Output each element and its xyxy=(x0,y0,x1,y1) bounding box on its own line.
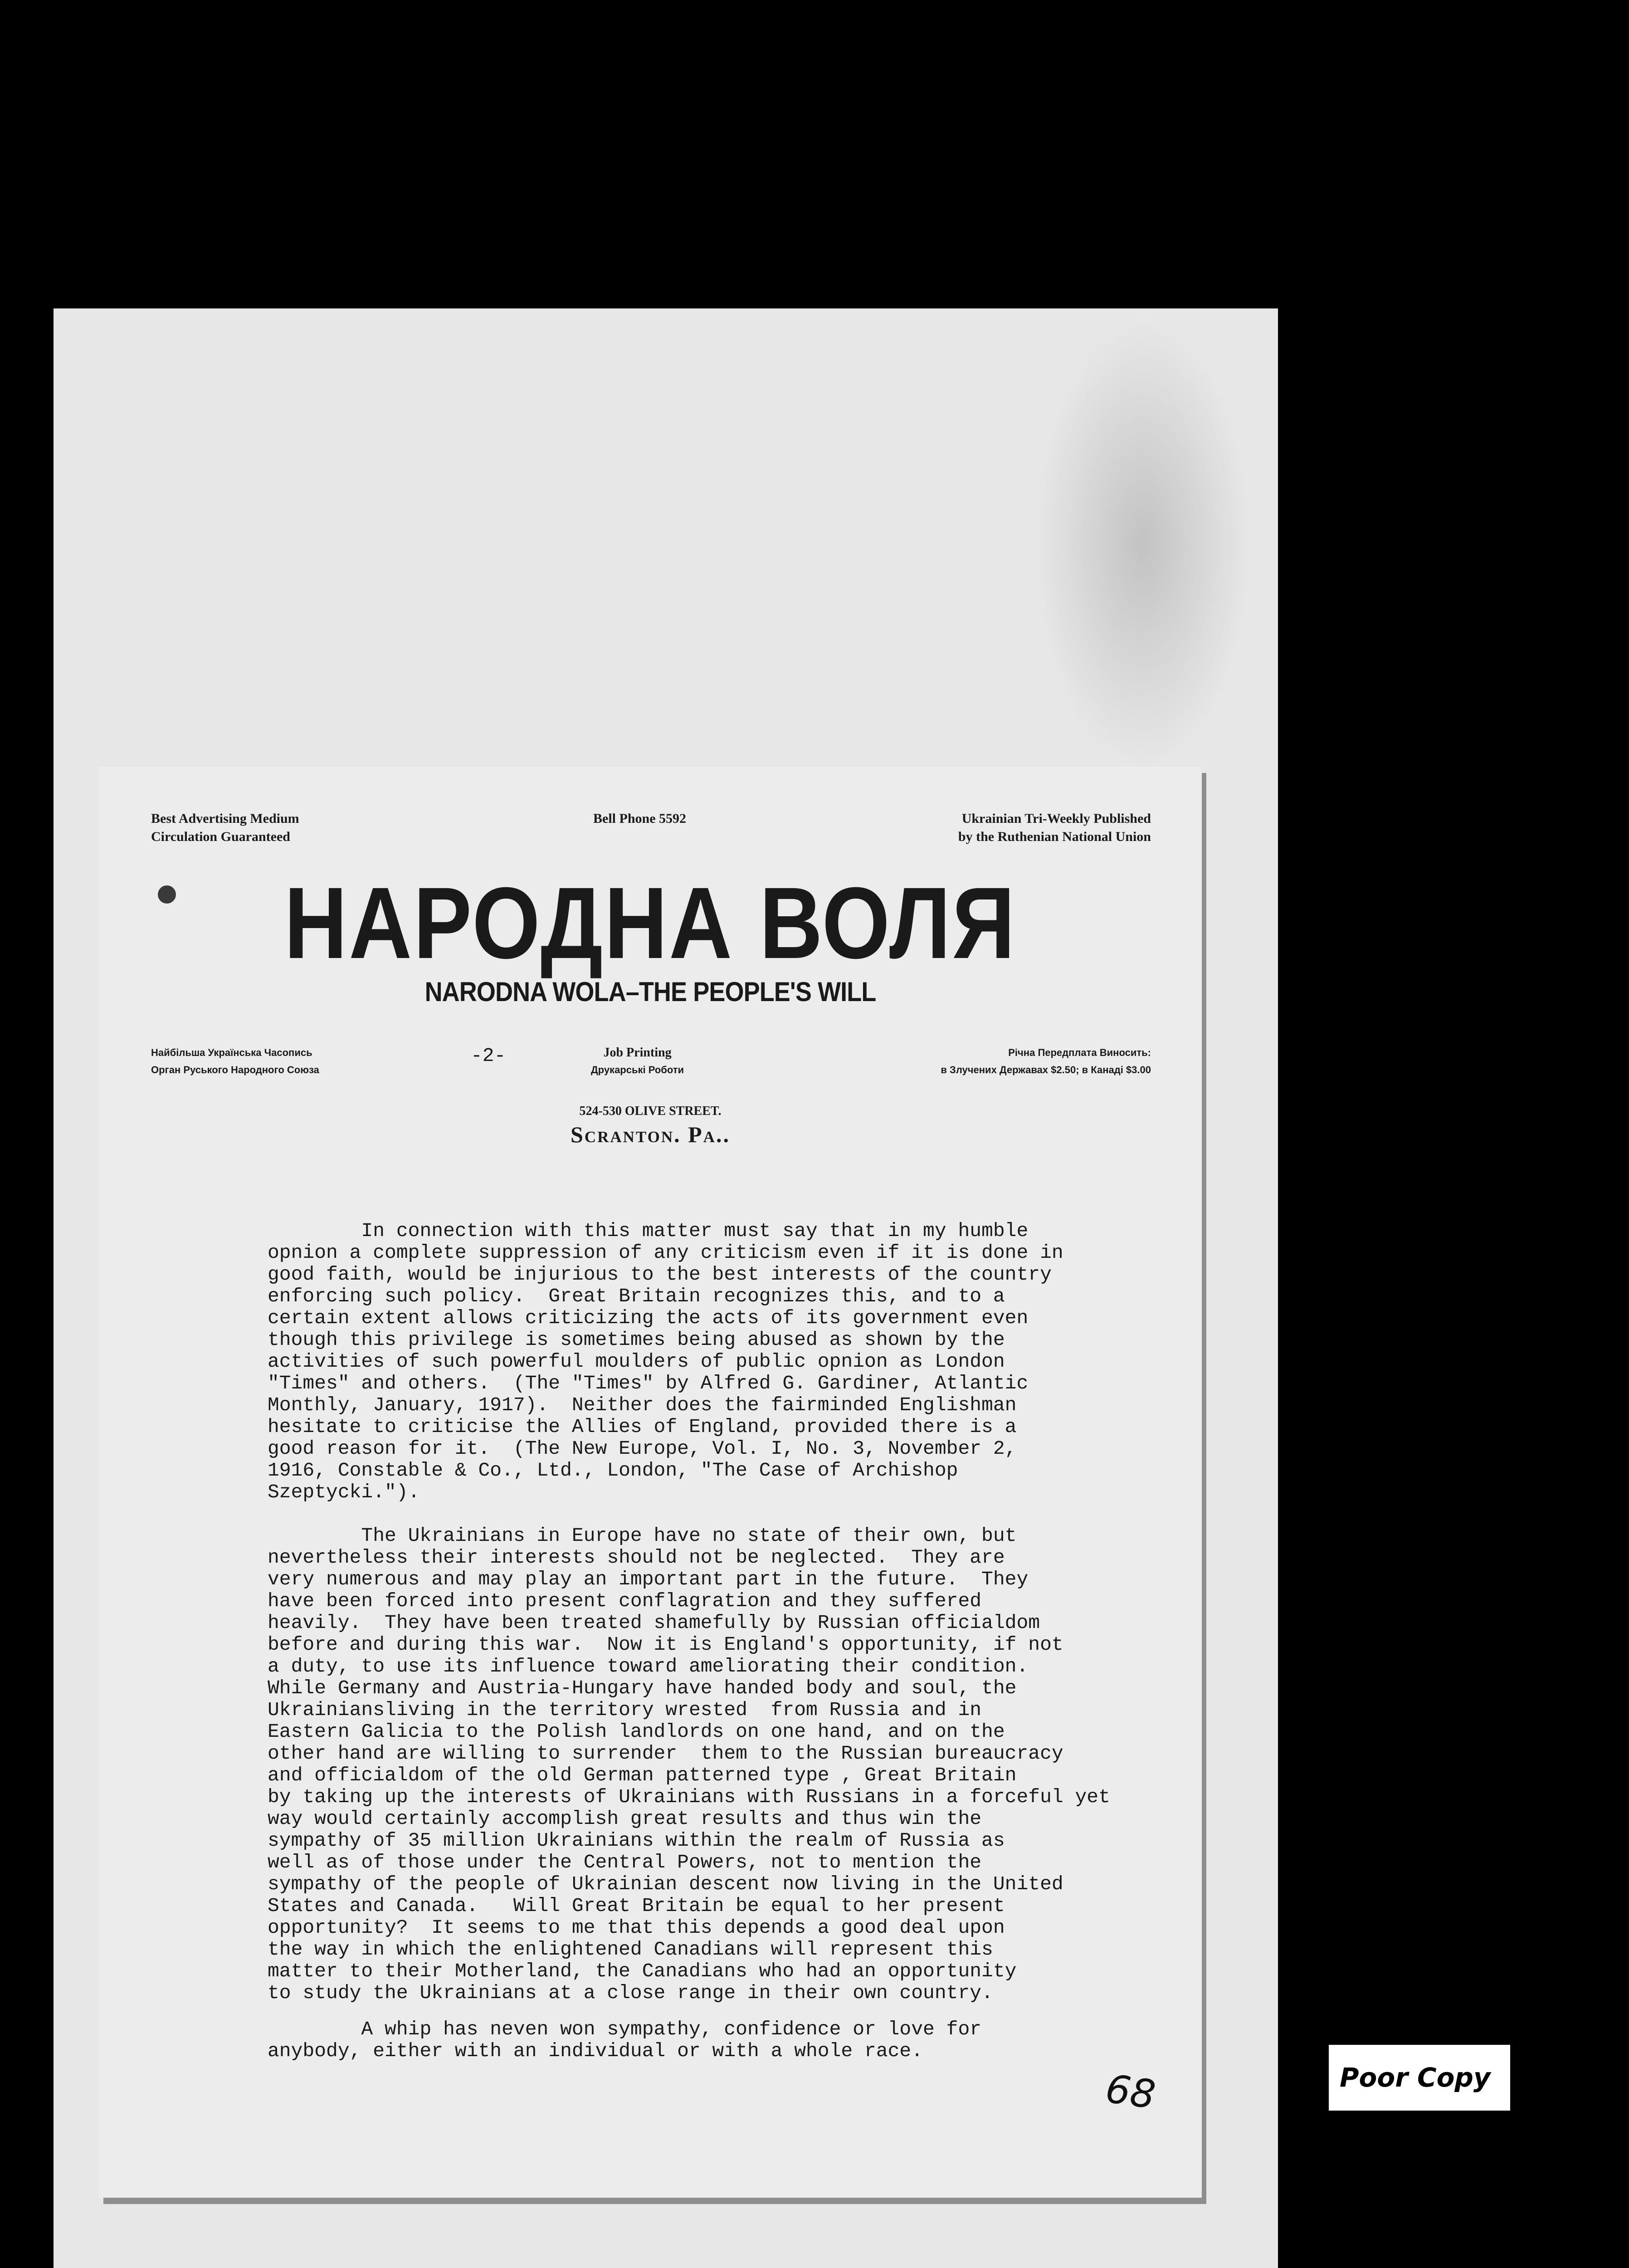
letterhead-text: Ukrainian Tri-Weekly Published xyxy=(961,811,1151,826)
body-paragraph: In connection with this matter must say that in my humble opnion a complete suppression of any criticism even if it is done in good faith, would be injurious to the best interests of the country enforcing such policy. Great Britain recognizes this, and to a certain extent allows criticizing the acts of its government even though this privilege is sometimes being abused as shown by the activities of such powerful moulders of public opnion as London "Times" and others. (The "Times" by Alfred G. Gardiner, Atlantic Monthly, January, 1917). Neither does the fairminded Englishman hesitate to criticise the Allies of England, provided there is a good reason for it. (The New Europe, Vol. I, No. 3, November 2, 1916, Constable & Co., Ltd., London, "The Case of Archishop Szeptycki."). xyxy=(268,1220,1063,1503)
letterhead-top-left xyxy=(151,810,299,846)
letterhead-mid-center xyxy=(591,1044,684,1079)
body-paragraph: The Ukrainians in Europe have no state of their own, but nevertheless their interests should not be neglected. They are very numerous and may play an important part in the future. They have been forced into present conflagration and they suffered heavily. They have been treated shamefully by Russian officialdom before and during this war. Now it is England's opportunity, if not a duty, to use its influence toward ameliorating their condition. While Germany and Austria-Hungary have handed body and soul, the Ukrainiansliving in the territory wrested from Russia and in Eastern Galicia to the Polish landlords on one hand, and on the other hand are willing to surrender them to the Russian bureaucracy and officialdom of the old German patterned type , Great Britain by taking up the interests of Ukrainians with Russians in a forceful yet way would certainly accomplish great results and thus win the sympathy of 35 million Ukrainians within the realm of Russia as well as of those under the Central Powers, not to mention the sympathy of the people of Ukrainian descent now living in the United States and Canada. Will Great Britain be equal to her present opportunity? It seems to me that this depends a good deal upon the way in which the enlightened Canadians will represent this matter to their Motherland, the Canadians who had an opportunity to study the Ukrainians at a close range in their own country. xyxy=(268,1525,1110,2004)
address-street: 524-530 OLIVE STREET. xyxy=(579,1104,722,1118)
letterhead-mid-right xyxy=(941,1044,1151,1079)
page-number: -2- xyxy=(471,1045,506,1067)
letterhead-text: Річна Передплата Виносить: xyxy=(1008,1047,1151,1058)
letterhead-phone: Bell Phone 5592 xyxy=(593,811,687,826)
letterhead-text: в Злучених Державах $2.50; в Канаді $3.00 xyxy=(941,1064,1151,1075)
masthead-title: НАРОДНА ВОЛЯ xyxy=(284,866,1017,980)
poor-copy-label: Poor Copy xyxy=(1329,2045,1510,2111)
letterhead-text: Best Advertising Medium xyxy=(151,811,299,826)
letterhead-mid-left xyxy=(151,1044,319,1079)
letterhead-text: Circulation Guaranteed xyxy=(151,829,290,844)
letterhead-top-right xyxy=(958,810,1151,846)
address-city: Scranton. Pa.. xyxy=(571,1122,730,1147)
folio-number: 68 xyxy=(1102,2066,1158,2118)
masthead-subtitle: NARODNA WOLA–THE PEOPLE'S WILL xyxy=(424,977,876,1007)
letterhead-text: Job Printing xyxy=(603,1046,672,1060)
letterhead-text: Друкарські Роботи xyxy=(591,1064,684,1075)
body-paragraph: A whip has neven won sympathy, confidence or love for anybody, either with an individual or with a whole race. xyxy=(268,2018,982,2062)
punch-hole xyxy=(158,885,176,904)
letterhead-text: Орган Руського Народного Союза xyxy=(151,1064,319,1075)
letterhead-text: by the Ruthenian National Union xyxy=(958,829,1151,844)
backing-sheet-shading xyxy=(1034,318,1252,771)
letterhead-text: Найбільша Українська Часопись xyxy=(151,1047,312,1058)
letter-page xyxy=(99,767,1202,2198)
